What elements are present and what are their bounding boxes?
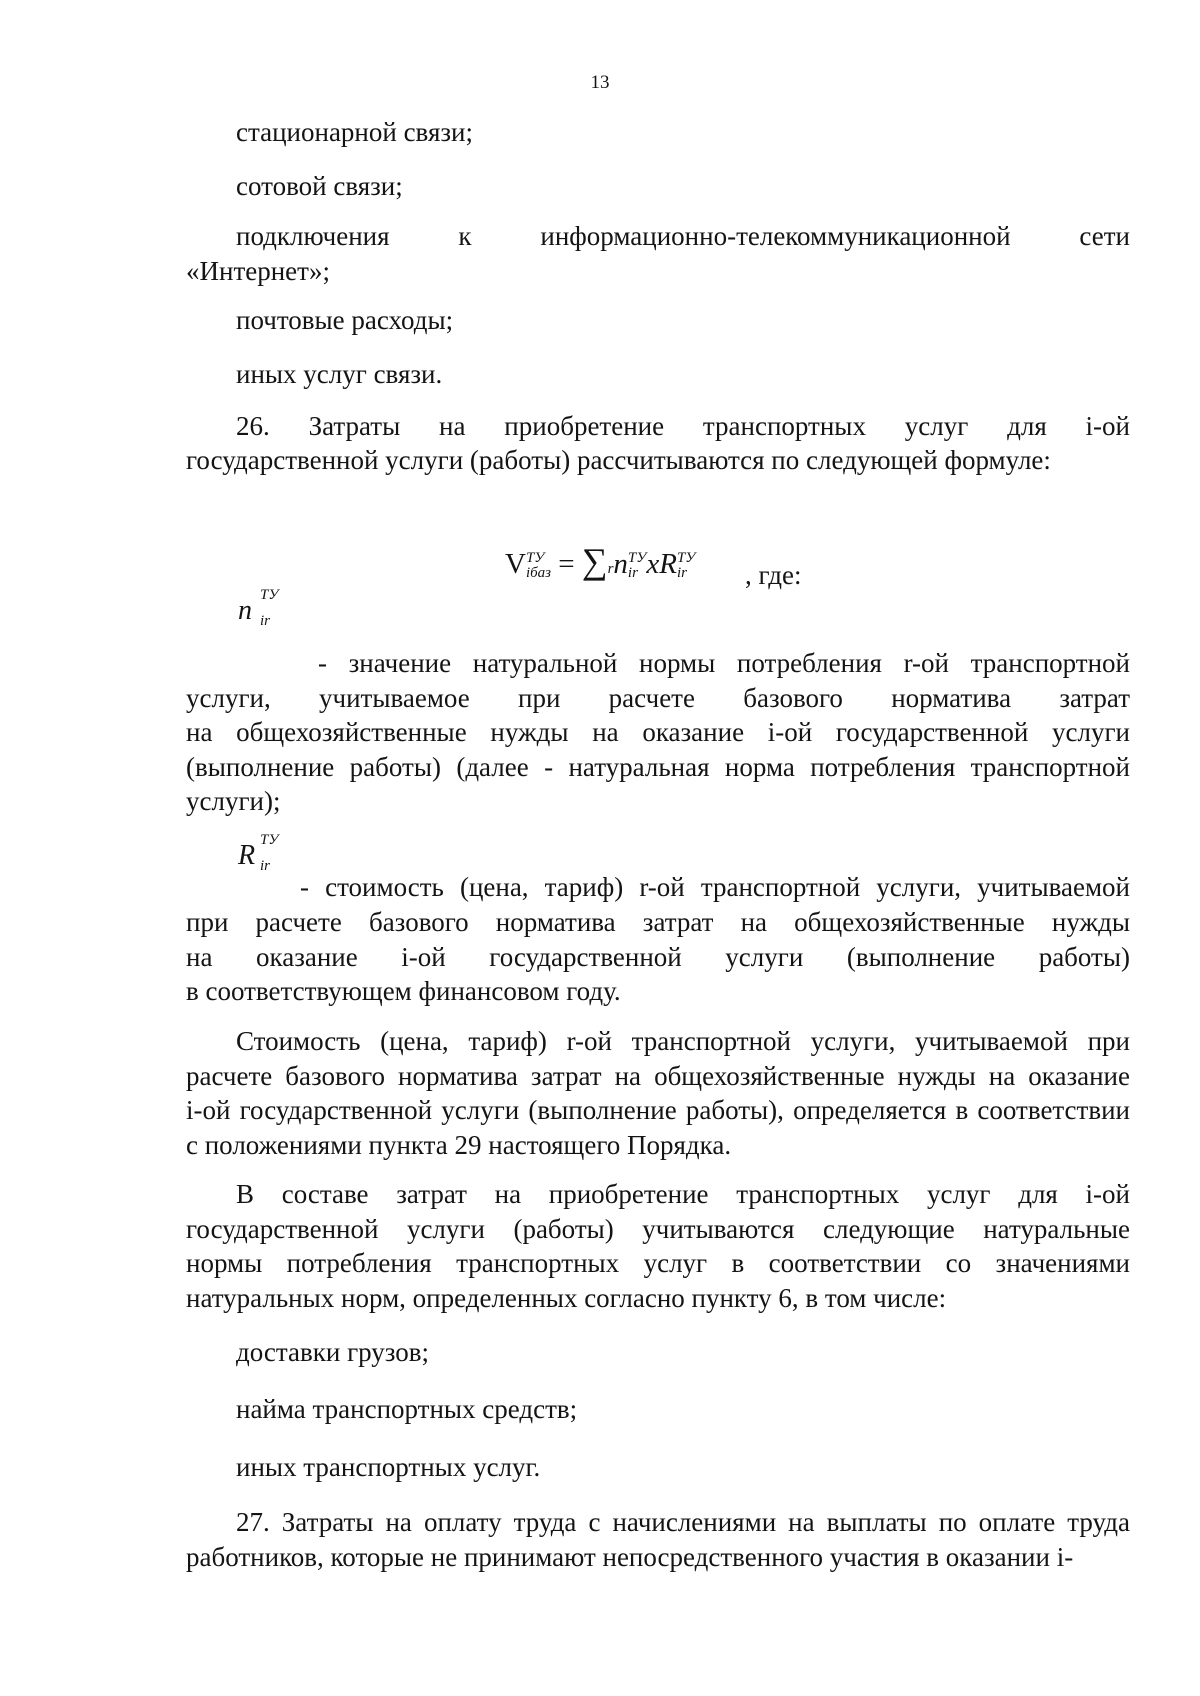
def-n-line: услуги); <box>186 786 281 816</box>
formula-where: , где: <box>745 560 802 590</box>
formula-sum: ∑ <box>581 541 608 581</box>
paragraph-27-line: работников, которые не принимают непосредственного участия в оказании i- <box>186 1542 1074 1572</box>
word: сети <box>1079 221 1130 251</box>
composition-paragraph-line: натуральных норм, определенных согласно пункту 6, в том числе: <box>186 1283 947 1313</box>
cost-paragraph-line: с положениями пункта 29 настоящего Порядка. <box>186 1130 732 1160</box>
def-n-line: (выполнение работы) (далее - натуральная норма потребления транспортной <box>186 752 1130 782</box>
def-n-line: - значение натуральной нормы потребления r-ой транспортной <box>318 648 1130 678</box>
cost-paragraph-line: i-ой государственной услуги (выполнение работы), определяется в соответствии <box>186 1095 1130 1125</box>
paragraph-27-line: 27. Затраты на оплату труда с начислениями на выплаты по оплате труда <box>236 1507 1130 1537</box>
word: к <box>458 221 472 251</box>
list-item: доставки грузов; <box>236 1337 430 1367</box>
def-r-line: на оказание i-ой государственной услуги (выполнение работы) <box>186 942 1130 972</box>
word: информационно-телекоммуникационной <box>540 221 1011 251</box>
composition-paragraph-line: В составе затрат на приобретение транспортных услуг для i-ой <box>236 1179 1130 1209</box>
list-item: найма транспортных средств; <box>236 1394 578 1424</box>
list-item: стационарной связи; <box>236 117 473 147</box>
internet-line-2: «Интернет»; <box>186 256 330 286</box>
def-r-line: в соответствующем финансовом году. <box>186 976 621 1006</box>
composition-paragraph-line: нормы потребления транспортных услуг в соответствии со значениями <box>186 1248 1130 1278</box>
formula: V ТУ iбаз = ∑rn ТУ ir xR ТУ ir <box>505 541 696 582</box>
word: подключения <box>236 221 390 251</box>
def-n-line: на общехозяйственные нужды на оказание i-ой государственной услуги <box>186 717 1130 747</box>
list-item: сотовой связи; <box>236 171 403 201</box>
paragraph-26-line: 26. Затраты на приобретение транспортных услуг для i-ой <box>236 411 1130 441</box>
formula-lhs: V <box>505 548 526 580</box>
symbol-r: R ТУ ir <box>238 832 279 874</box>
list-item: иных транспортных услуг. <box>236 1452 541 1482</box>
list-item: иных услуг связи. <box>236 359 443 389</box>
composition-paragraph-line: государственной услуги (работы) учитываются следующие натуральные <box>186 1214 1130 1244</box>
formula-eq: = <box>558 548 575 580</box>
page-number: 13 <box>590 72 610 93</box>
cost-paragraph-line: расчете базового норматива затрат на общехозяйственные нужды на оказание <box>186 1061 1130 1091</box>
cost-paragraph-line: Стоимость (цена, тариф) r-ой транспортной услуги, учитываемой при <box>236 1026 1130 1056</box>
def-n-line: услуги, учитываемое при расчете базового норматива затрат <box>186 683 1130 713</box>
list-item: почтовые расходы; <box>236 305 454 335</box>
def-r-line: при расчете базового норматива затрат на общехозяйственные нужды <box>186 907 1130 937</box>
paragraph-26-line: государственной услуги (работы) рассчитываются по следующей формуле: <box>186 445 1051 475</box>
symbol-n: n ТУ ir <box>238 587 279 629</box>
def-r-line: - стоимость (цена, тариф) r-ой транспортной услуги, учитываемой <box>300 872 1130 902</box>
internet-line <box>236 220 1130 253</box>
